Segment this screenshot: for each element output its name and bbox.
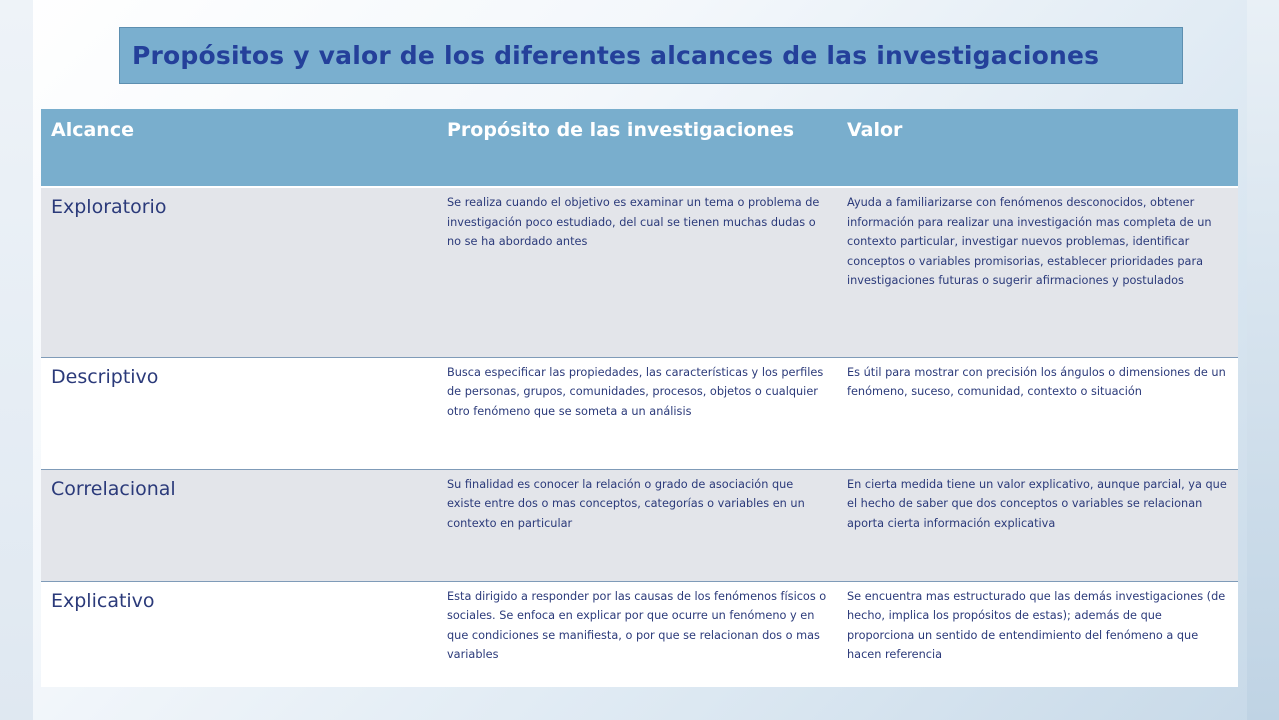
alcance-cell: Correlacional bbox=[41, 469, 437, 581]
alcance-cell: Explicativo bbox=[41, 581, 437, 687]
table-row-exploratorio bbox=[41, 187, 1238, 357]
alcance-cell: Descriptivo bbox=[41, 357, 437, 469]
header-proposito: Propósito de las investigaciones bbox=[437, 109, 837, 187]
title-banner bbox=[119, 27, 1183, 84]
header-valor: Valor bbox=[837, 109, 1238, 187]
alcances-table bbox=[41, 109, 1238, 687]
proposito-cell: Su finalidad es conocer la relación o grado de asociación que existe entre dos o mas conceptos, categorías o variables en un contexto en particular bbox=[437, 469, 837, 581]
alcance-cell: Exploratorio bbox=[41, 187, 437, 357]
table-row-explicativo bbox=[41, 581, 1238, 687]
slide-title: Propósitos y valor de los diferentes alcances de las investigaciones bbox=[132, 41, 1100, 70]
table-row-correlacional bbox=[41, 469, 1238, 581]
valor-cell: Se encuentra mas estructurado que las demás investigaciones (de hecho, implica los propósitos de estas); además de que proporciona un sentido de entendimiento del fenómeno a que hacen referencia bbox=[837, 581, 1238, 687]
proposito-cell: Esta dirigido a responder por las causas de los fenómenos físicos o sociales. Se enfoca en explicar por que ocurre un fenómeno y en que condiciones se manifiesta, o por que se relacionan dos o mas variables bbox=[437, 581, 837, 687]
background-right-band bbox=[1247, 0, 1279, 720]
header-alcance: Alcance bbox=[41, 109, 437, 187]
valor-cell: Ayuda a familiarizarse con fenómenos desconocidos, obtener información para realizar una investigación mas completa de un contexto particular, investigar nuevos problemas, identificar conceptos o variables promisorias, establecer prioridades para investigaciones futuras o sugerir afirmaciones y postulados bbox=[837, 187, 1238, 357]
valor-cell: En cierta medida tiene un valor explicativo, aunque parcial, ya que el hecho de saber que dos conceptos o variables se relacionan aporta cierta información explicativa bbox=[837, 469, 1238, 581]
background-left-band bbox=[0, 0, 33, 720]
table-row-descriptivo bbox=[41, 357, 1238, 469]
valor-cell: Es útil para mostrar con precisión los ángulos o dimensiones de un fenómeno, suceso, comunidad, contexto o situación bbox=[837, 357, 1238, 469]
table-header-row bbox=[41, 109, 1238, 187]
proposito-cell: Busca especificar las propiedades, las características y los perfiles de personas, grupos, comunidades, procesos, objetos o cualquier otro fenómeno que se someta a un análisis bbox=[437, 357, 837, 469]
proposito-cell: Se realiza cuando el objetivo es examinar un tema o problema de investigación poco estudiado, del cual se tienen muchas dudas o no se ha abordado antes bbox=[437, 187, 837, 357]
